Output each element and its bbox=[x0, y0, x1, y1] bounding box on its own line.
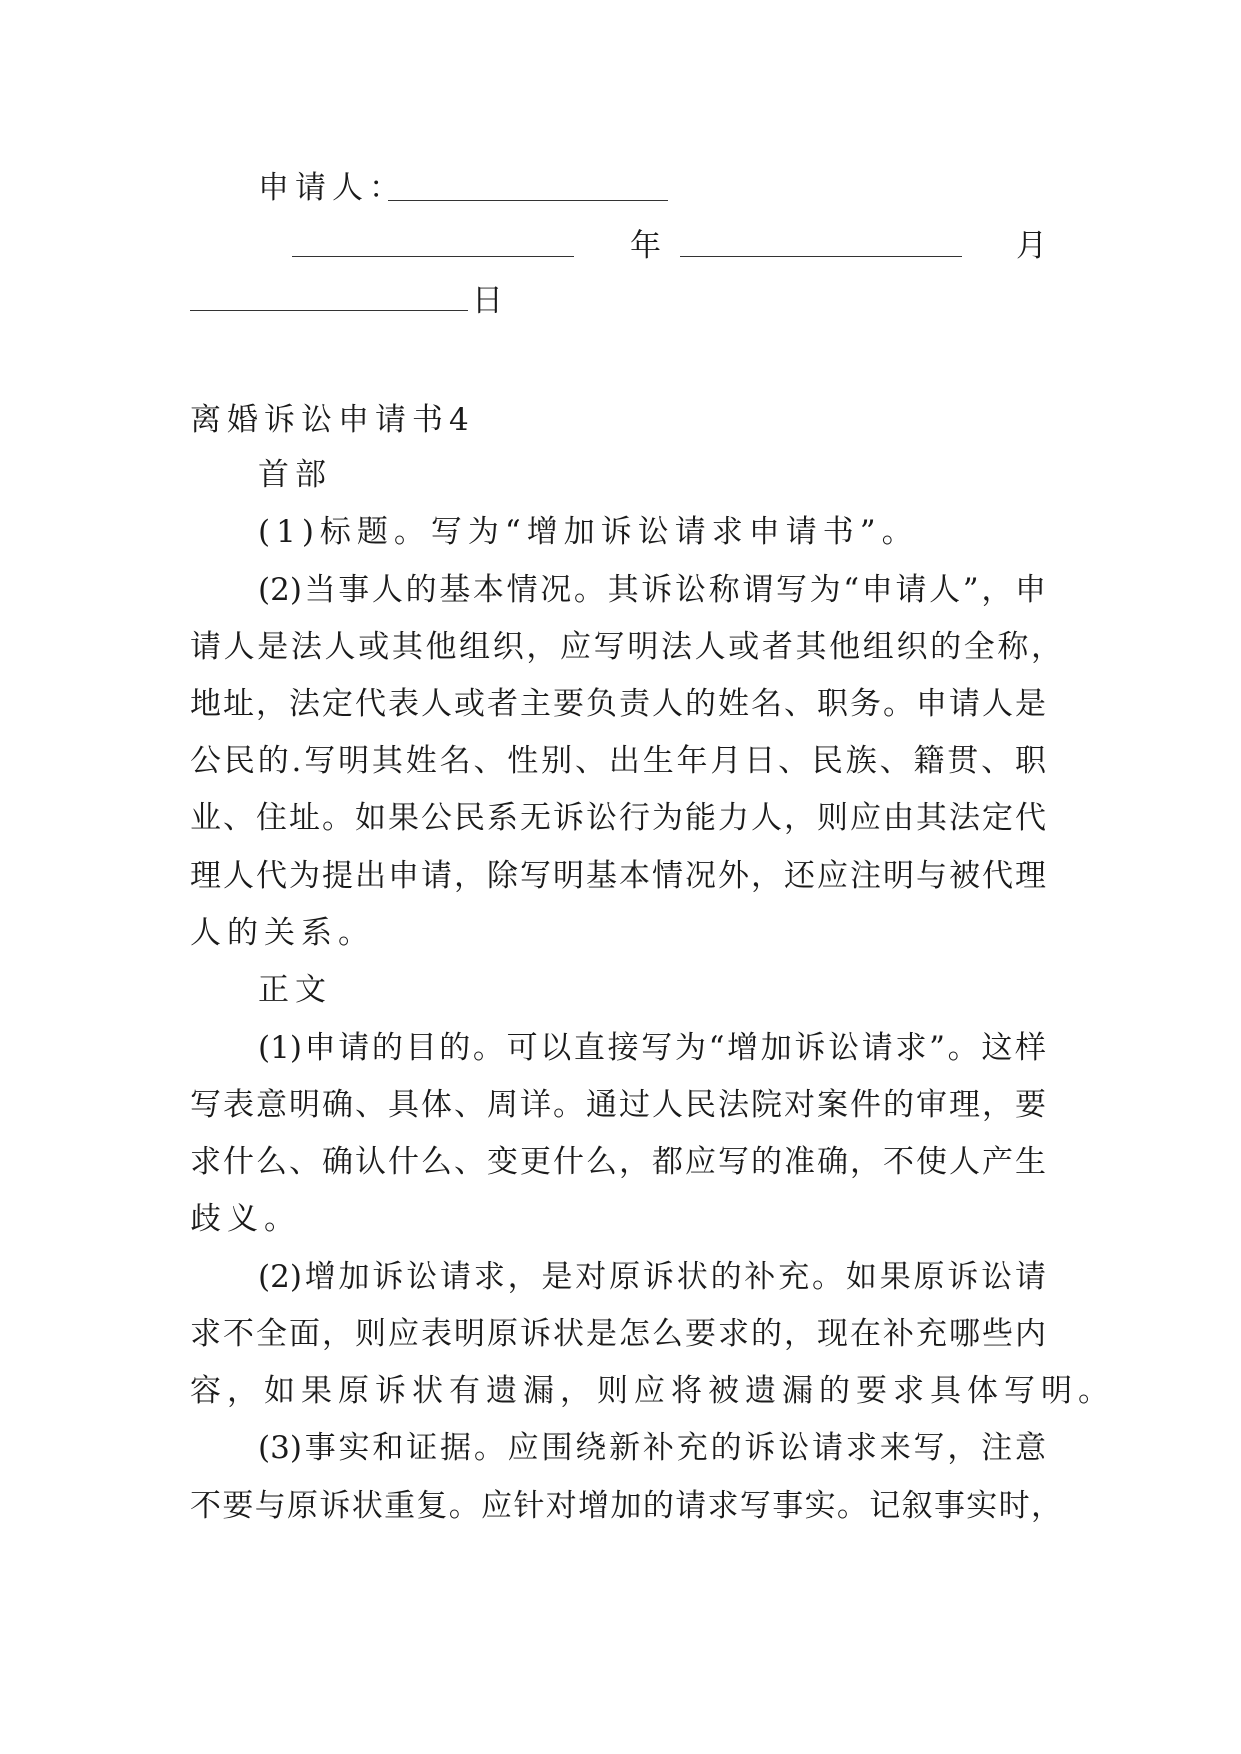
year-blank bbox=[292, 256, 574, 257]
body-heading: 正文 bbox=[258, 972, 332, 1008]
head-item-1: (1)标题。写为“增加诉讼请求申请书”。 bbox=[258, 514, 919, 550]
applicant-label: 申请人： bbox=[258, 170, 406, 206]
head-item-2-line-7: 人的关系。 bbox=[190, 915, 375, 951]
body-item-3-line-1: (3)事实和证据。应围绕新补充的诉讼请求来写，注意 bbox=[258, 1430, 1046, 1466]
day-blank bbox=[190, 310, 468, 311]
head-item-2-line-4: 公民的.写明其姓名、性别、出生年月日、民族、籍贯、职 bbox=[190, 743, 1046, 779]
body-item-3-line-2: 不要与原诉状重复。应针对增加的请求写事实。记叙事实时， bbox=[190, 1488, 1062, 1524]
body-item-1-line-2: 写表意明确、具体、周详。通过人民法院对案件的审理，要 bbox=[190, 1087, 1046, 1123]
month-blank bbox=[680, 256, 962, 257]
applicant-blank bbox=[388, 200, 668, 201]
body-item-2-line-2: 求不全面，则应表明原诉状是怎么要求的，现在补充哪些内 bbox=[190, 1316, 1046, 1352]
month-label: 月 bbox=[1016, 228, 1053, 264]
head-heading: 首部 bbox=[258, 457, 332, 493]
body-item-1-line-1: (1)申请的目的。可以直接写为“增加诉讼请求”。这样 bbox=[258, 1030, 1046, 1066]
body-item-2-line-1: (2)增加诉讼请求，是对原诉状的补充。如果原诉讼请 bbox=[258, 1259, 1046, 1295]
head-item-2-line-6: 理人代为提出申请，除写明基本情况外，还应注明与被代理 bbox=[190, 858, 1046, 894]
head-item-2-line-3: 地址，法定代表人或者主要负责人的姓名、职务。申请人是 bbox=[190, 686, 1046, 722]
day-label: 日 bbox=[472, 283, 509, 319]
head-item-2-line-5: 业、住址。如果公民系无诉讼行为能力人，则应由其法定代 bbox=[190, 800, 1046, 836]
year-label: 年 bbox=[630, 228, 667, 264]
body-item-2-line-3: 容，如果原诉状有遗漏，则应将被遗漏的要求具体写明。 bbox=[190, 1373, 1115, 1409]
body-item-1-line-4: 歧义。 bbox=[190, 1201, 301, 1237]
head-item-2-line-1: (2)当事人的基本情况。其诉讼称谓写为“申请人”，申 bbox=[258, 572, 1046, 608]
head-item-2-line-2: 请人是法人或其他组织，应写明法人或者其他组织的全称， bbox=[190, 629, 1062, 665]
body-item-1-line-3: 求什么、确认什么、变更什么，都应写的准确，不使人产生 bbox=[190, 1144, 1046, 1180]
section-title: 离婚诉讼申请书4 bbox=[190, 402, 475, 438]
